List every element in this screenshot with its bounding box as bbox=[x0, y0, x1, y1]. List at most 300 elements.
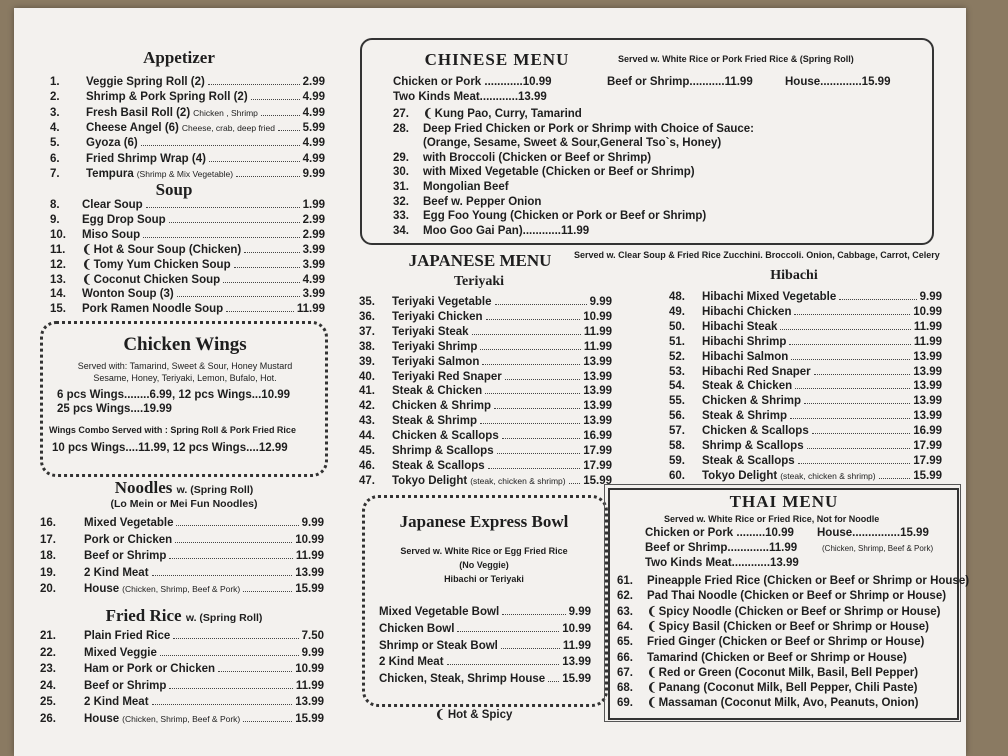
menu-item-row bbox=[359, 474, 612, 488]
item-price: 7.50 bbox=[301, 630, 324, 642]
item-name: Steak & Scallops bbox=[392, 459, 485, 472]
menu-item-row bbox=[359, 459, 612, 473]
menu-item-row bbox=[379, 672, 591, 686]
leader-dots bbox=[152, 704, 293, 705]
item-number: 49. bbox=[669, 305, 685, 318]
leader-dots bbox=[160, 655, 299, 656]
pepper-icon: ❨ bbox=[423, 108, 433, 120]
menu-page bbox=[14, 8, 970, 756]
item-number: 30. bbox=[393, 166, 409, 179]
leader-dots bbox=[173, 638, 298, 639]
leader-dots bbox=[486, 319, 581, 320]
item-price: 13.99 bbox=[583, 355, 612, 368]
item-number: 21. bbox=[40, 630, 56, 642]
item-price: 10.99 bbox=[295, 663, 324, 676]
item-number: 14. bbox=[50, 288, 66, 301]
item-name: Teriyaki Red Snaper bbox=[392, 370, 502, 383]
item-number: 58. bbox=[669, 440, 685, 452]
menu-item-row bbox=[669, 335, 942, 349]
pepper-icon: ❨ bbox=[435, 709, 445, 721]
menu-item-row bbox=[40, 533, 324, 547]
menu-item-row bbox=[50, 258, 325, 272]
leader-dots bbox=[807, 448, 911, 449]
item-number: 51. bbox=[669, 335, 685, 348]
leader-dots bbox=[502, 438, 580, 439]
item-name: Beef or Shrimp bbox=[84, 679, 167, 692]
item-number: 64. bbox=[617, 620, 633, 633]
menu-item-row bbox=[50, 213, 325, 227]
menu-item-row bbox=[50, 152, 325, 166]
menu-item-row bbox=[393, 122, 754, 136]
item-price: 11.99 bbox=[295, 679, 324, 692]
item-number: 11. bbox=[50, 243, 66, 256]
leader-dots bbox=[251, 99, 300, 100]
leader-dots bbox=[482, 364, 580, 365]
item-number: 53. bbox=[669, 365, 685, 378]
leader-dots bbox=[169, 558, 292, 559]
item-price: 3.99 bbox=[302, 243, 325, 256]
item-text: Pineapple Fried Rice (Chicken or Beef or Shrimp or House) bbox=[647, 575, 970, 587]
pepper-icon: ❨ bbox=[82, 273, 92, 286]
item-price: 13.99 bbox=[583, 385, 612, 398]
leader-dots bbox=[812, 433, 910, 434]
item-price: 15.99 bbox=[562, 673, 591, 686]
pepper-icon: ❨ bbox=[647, 666, 657, 679]
item-name: Teriyaki Steak bbox=[392, 325, 469, 338]
menu-item-row bbox=[359, 325, 612, 339]
item-number: 48. bbox=[669, 291, 685, 303]
item-price: 10.99 bbox=[913, 305, 942, 318]
item-note: (steak, chicken & shrimp) bbox=[780, 470, 876, 481]
item-price: 2.99 bbox=[302, 228, 325, 241]
menu-item-row bbox=[50, 106, 325, 120]
menu-item-row bbox=[40, 712, 324, 726]
chinese-price-house: House.............15.99 bbox=[785, 76, 891, 88]
item-number: 46. bbox=[359, 459, 375, 472]
menu-item-row bbox=[669, 365, 942, 379]
item-name: Shrimp or Steak Bowl bbox=[379, 639, 498, 652]
wings-sauces-line1: Served with: Tamarind, Sweet & Sour, Honey Mustard bbox=[77, 361, 293, 371]
item-name: 2 Kind Meat bbox=[379, 656, 444, 669]
item-name: Hibachi Chicken bbox=[702, 305, 792, 318]
menu-item-row bbox=[669, 320, 942, 334]
item-name: Teriyaki Salmon bbox=[392, 355, 480, 368]
menu-item-row bbox=[379, 605, 591, 619]
menu-item-row bbox=[393, 107, 582, 121]
leader-dots bbox=[839, 299, 916, 300]
leader-dots bbox=[804, 403, 910, 404]
menu-item-row bbox=[669, 290, 942, 304]
menu-item-row bbox=[359, 340, 612, 354]
item-number: 2. bbox=[50, 91, 60, 104]
thai-price-house: House...............15.99 bbox=[817, 527, 929, 539]
item-number: 19. bbox=[40, 566, 56, 579]
item-price: 11.99 bbox=[295, 550, 324, 563]
item-price: 15.99 bbox=[913, 469, 942, 482]
leader-dots bbox=[480, 349, 580, 350]
item-number: 60. bbox=[669, 469, 685, 482]
menu-item-row bbox=[50, 121, 325, 135]
leader-dots bbox=[480, 423, 580, 424]
noodles-title-suffix: w. (Spring Roll) bbox=[176, 484, 254, 496]
menu-item-row bbox=[359, 295, 612, 309]
item-price: 17.99 bbox=[913, 440, 942, 452]
item-name: Ham or Pork or Chicken bbox=[84, 663, 216, 676]
item-price: 15.99 bbox=[583, 474, 612, 487]
item-number: 32. bbox=[393, 195, 409, 208]
leader-dots bbox=[176, 525, 298, 526]
item-number: 8. bbox=[50, 199, 60, 211]
leader-dots bbox=[790, 418, 910, 419]
menu-item-row bbox=[669, 409, 942, 423]
leader-dots bbox=[169, 222, 300, 223]
item-number: 3. bbox=[50, 106, 60, 119]
leader-dots bbox=[795, 388, 910, 389]
item-number: 37. bbox=[359, 325, 375, 338]
item-name: Tomy Yum Chicken Soup bbox=[93, 258, 231, 271]
menu-item-row bbox=[40, 549, 324, 563]
menu-item-row bbox=[393, 165, 695, 179]
item-price: 1.99 bbox=[302, 199, 325, 211]
item-number: 65. bbox=[617, 636, 633, 649]
menu-item-row bbox=[50, 243, 325, 257]
item-number: 45. bbox=[359, 445, 375, 457]
item-number: 66. bbox=[617, 651, 633, 664]
fried-rice-title: Fried Rice bbox=[105, 606, 182, 625]
item-text: Red or Green (Coconut Milk, Basil, Bell Pepper) bbox=[658, 666, 919, 679]
hibachi-heading: Hibachi bbox=[770, 268, 818, 283]
item-price: 9.99 bbox=[919, 291, 942, 303]
item-price: 15.99 bbox=[295, 583, 324, 596]
item-name: Mixed Vegetable bbox=[84, 517, 174, 529]
item-price: 9.99 bbox=[302, 167, 325, 180]
item-name: Hibachi Shrimp bbox=[702, 335, 787, 348]
item-price: 4.99 bbox=[302, 137, 325, 150]
item-name: Hibachi Steak bbox=[702, 320, 778, 333]
leader-dots bbox=[223, 282, 299, 283]
item-name: Steak & Shrimp bbox=[392, 415, 477, 428]
menu-item-row bbox=[617, 666, 918, 680]
item-text: Beef w. Pepper Onion bbox=[423, 195, 542, 208]
leader-dots bbox=[226, 311, 294, 312]
menu-item-row bbox=[50, 90, 325, 104]
wings-price-line1: 6 pcs Wings........6.99, 12 pcs Wings...10.99 bbox=[57, 389, 291, 401]
leader-dots bbox=[143, 237, 299, 238]
leader-dots bbox=[569, 483, 581, 484]
item-number: 62. bbox=[617, 590, 633, 603]
menu-item-row bbox=[393, 224, 589, 238]
menu-item-row bbox=[50, 287, 325, 301]
menu-item-row bbox=[669, 379, 942, 393]
item-name: Pork or Chicken bbox=[84, 533, 173, 546]
item-number: 34. bbox=[393, 224, 409, 237]
fried-rice-title-suffix: w. (Spring Roll) bbox=[185, 612, 263, 624]
menu-item-row bbox=[379, 639, 591, 653]
item-note: Chicken , Shrimp bbox=[193, 107, 258, 118]
item-text: Pad Thai Noodle (Chicken or Beef or Shrimp or House) bbox=[647, 590, 947, 603]
pepper-icon: ❨ bbox=[647, 697, 657, 710]
item-number: 38. bbox=[359, 340, 375, 353]
menu-item-row bbox=[359, 310, 612, 324]
item-text: Tamarind (Chicken or Beef or Shrimp or House) bbox=[647, 651, 907, 664]
chinese-served-note: Served w. White Rice or Pork Fried Rice & (Spring Roll) bbox=[618, 54, 854, 64]
item-name: Chicken & Scallops bbox=[702, 425, 809, 438]
japanese-served-note: Served w. Clear Soup & Fried Rice Zucchini. Broccoli. Onion, Cabbage, Carrot, Celery bbox=[574, 250, 940, 260]
item-name: 2 Kind Meat bbox=[84, 696, 149, 709]
item-text: Mongolian Beef bbox=[423, 181, 509, 193]
item-name: 2 Kind Meat bbox=[84, 566, 149, 579]
noodles-subtitle: (Lo Mein or Mei Fun Noodles) bbox=[110, 498, 258, 510]
item-price: 13.99 bbox=[295, 696, 324, 709]
item-price: 4.99 bbox=[302, 152, 325, 165]
item-note: (Chicken, Shrimp, Beef & Pork) bbox=[122, 714, 241, 724]
leader-dots bbox=[548, 681, 559, 682]
chinese-price-chicken-pork: Chicken or Pork ............10.99 bbox=[393, 76, 552, 88]
item-number: 50. bbox=[669, 320, 685, 333]
item-price: 9.99 bbox=[301, 646, 324, 659]
item-name: Chicken & Shrimp bbox=[392, 400, 492, 413]
item-name: Chicken & Scallops bbox=[392, 430, 499, 443]
item-text: Deep Fried Chicken or Pork or Shrimp with Choice of Sauce: bbox=[423, 122, 755, 135]
item-number: 47. bbox=[359, 474, 375, 487]
item-price: 10.99 bbox=[562, 622, 591, 635]
leader-dots bbox=[494, 408, 580, 409]
leader-dots bbox=[505, 379, 580, 380]
item-name: Clear Soup bbox=[82, 199, 143, 211]
item-name: Wonton Soup (3) bbox=[82, 288, 174, 301]
pepper-icon: ❨ bbox=[647, 620, 657, 633]
item-name: Shrimp & Scallops bbox=[392, 445, 494, 457]
menu-item-row bbox=[40, 662, 324, 676]
item-price: 11.99 bbox=[913, 320, 942, 333]
express-served-line3: Hibachi or Teriyaki bbox=[444, 574, 524, 584]
menu-item-row bbox=[669, 350, 942, 364]
chinese-price-two-kinds: Two Kinds Meat............13.99 bbox=[393, 91, 547, 103]
item-text: Spicy Noodle (Chicken or Beef or Shrimp or House) bbox=[658, 605, 941, 618]
item-number: 16. bbox=[40, 517, 56, 529]
item-name: Shrimp & Scallops bbox=[702, 440, 804, 452]
menu-item-row bbox=[393, 195, 541, 209]
menu-item-row bbox=[617, 589, 946, 603]
leader-dots bbox=[278, 130, 300, 131]
menu-item-row bbox=[359, 429, 612, 443]
item-price: 13.99 bbox=[562, 656, 591, 669]
leader-dots bbox=[814, 374, 911, 375]
wings-combo-prices: 10 pcs Wings....11.99, 12 pcs Wings....12.99 bbox=[52, 442, 288, 454]
item-name: Chicken & Shrimp bbox=[702, 395, 802, 408]
item-name: Steak & Scallops bbox=[702, 454, 795, 467]
item-price: 4.99 bbox=[302, 106, 325, 119]
item-number: 15. bbox=[50, 303, 66, 316]
item-note: Cheese, crab, deep fried bbox=[181, 122, 275, 133]
thai-house-note: (Chicken, Shrimp, Beef & Pork) bbox=[822, 544, 934, 553]
item-number: 68. bbox=[617, 682, 633, 695]
item-price: 15.99 bbox=[295, 713, 324, 725]
thai-price-chicken-pork: Chicken or Pork .........10.99 bbox=[645, 527, 794, 539]
item-price: 11.99 bbox=[583, 340, 612, 353]
menu-item-row bbox=[40, 679, 324, 693]
item-text: Fried Ginger (Chicken or Beef or Shrimp or House) bbox=[647, 636, 925, 649]
fried-rice-heading bbox=[34, 606, 334, 626]
leader-dots bbox=[146, 207, 300, 208]
item-number: 52. bbox=[669, 350, 685, 363]
item-name: Tempura bbox=[86, 167, 134, 180]
item-name: Tokyo Delight bbox=[392, 474, 468, 487]
item-price: 3.99 bbox=[302, 258, 325, 271]
leader-dots bbox=[218, 671, 292, 672]
item-name: Plain Fried Rice bbox=[84, 630, 171, 642]
item-price: 10.99 bbox=[295, 533, 324, 546]
item-number: 41. bbox=[359, 385, 375, 398]
express-served-line2: (No Veggie) bbox=[459, 560, 509, 570]
item-text: with Mixed Vegetable (Chicken or Beef or Shrimp) bbox=[423, 166, 695, 179]
menu-item-row bbox=[617, 635, 924, 649]
pepper-icon: ❨ bbox=[82, 258, 92, 271]
item-price: 17.99 bbox=[583, 459, 612, 472]
leader-dots bbox=[236, 176, 300, 177]
item-text: Moo Goo Gai Pan)............11.99 bbox=[423, 224, 590, 237]
menu-item-row bbox=[379, 655, 591, 669]
item-text: Panang (Coconut Milk, Bell Pepper, Chili Paste) bbox=[658, 682, 918, 695]
menu-item-row bbox=[50, 273, 325, 287]
leader-dots bbox=[261, 115, 300, 116]
menu-item-row bbox=[40, 566, 324, 580]
item-number: 57. bbox=[669, 425, 685, 438]
leader-dots bbox=[169, 688, 292, 689]
item-number: 13. bbox=[50, 273, 66, 286]
item-number: 69. bbox=[617, 697, 633, 710]
item-name: Tokyo Delight bbox=[702, 469, 778, 482]
item-price: 9.99 bbox=[568, 606, 591, 618]
menu-item-row bbox=[669, 454, 942, 468]
chicken-wings-heading: Chicken Wings bbox=[123, 334, 247, 355]
item-price: 2.99 bbox=[302, 76, 325, 88]
item-number: 44. bbox=[359, 430, 375, 443]
item-number: 12. bbox=[50, 258, 66, 271]
item-number: 25. bbox=[40, 696, 56, 709]
item-price: 13.99 bbox=[913, 380, 942, 393]
item-name: Steak & Chicken bbox=[392, 385, 483, 398]
item-name: Miso Soup bbox=[82, 228, 141, 241]
menu-item-row bbox=[359, 384, 612, 398]
leader-dots bbox=[175, 542, 292, 543]
menu-item-row bbox=[669, 439, 942, 453]
hot-spicy-label: Hot & Spicy bbox=[447, 709, 513, 721]
item-price: 4.99 bbox=[302, 273, 325, 286]
item-name: Steak & Chicken bbox=[702, 380, 793, 393]
item-name: Chicken, Steak, Shrimp House bbox=[379, 673, 546, 686]
leader-dots bbox=[794, 314, 910, 315]
menu-item-row bbox=[359, 370, 612, 384]
item-name: Mixed Veggie bbox=[84, 646, 157, 659]
item-name: Coconut Chicken Soup bbox=[93, 273, 221, 286]
leader-dots bbox=[141, 145, 300, 146]
soup-heading: Soup bbox=[155, 180, 193, 199]
pepper-icon: ❨ bbox=[647, 605, 657, 618]
item-name: Steak & Shrimp bbox=[702, 410, 787, 423]
item-note: (Shrimp & Mix Vegetable) bbox=[136, 168, 234, 179]
item-price: 13.99 bbox=[913, 395, 942, 408]
menu-item-row bbox=[50, 198, 325, 212]
leader-dots bbox=[472, 334, 581, 335]
menu-item-row bbox=[40, 582, 324, 596]
item-number: 28. bbox=[393, 122, 409, 135]
noodles-heading bbox=[34, 478, 334, 498]
leader-dots bbox=[244, 252, 299, 253]
item-name: Pork Ramen Noodle Soup bbox=[82, 303, 224, 316]
item-number: 61. bbox=[617, 575, 633, 587]
leader-dots bbox=[780, 329, 910, 330]
item-number: 27. bbox=[393, 108, 409, 120]
leader-dots bbox=[152, 575, 293, 576]
menu-item-row bbox=[617, 651, 907, 665]
menu-item-row bbox=[617, 620, 929, 634]
leader-dots bbox=[501, 648, 560, 649]
item-number: 31. bbox=[393, 181, 409, 193]
chinese-menu-heading: CHINESE MENU bbox=[424, 50, 570, 69]
item-name: Hot & Sour Soup (Chicken) bbox=[93, 243, 242, 256]
leader-dots bbox=[209, 161, 300, 162]
leader-dots bbox=[177, 296, 300, 297]
leader-dots bbox=[791, 359, 910, 360]
item-text: Massaman (Coconut Milk, Avo, Peanuts, Onion) bbox=[658, 697, 919, 710]
leader-dots bbox=[485, 393, 580, 394]
hot-spicy-legend bbox=[435, 707, 512, 721]
item-name: Hibachi Salmon bbox=[702, 350, 789, 363]
item-price: 11.99 bbox=[296, 303, 325, 316]
menu-item-row bbox=[50, 75, 325, 89]
item-name: Egg Drop Soup bbox=[82, 213, 166, 226]
leader-dots bbox=[798, 463, 911, 464]
item-number: 63. bbox=[617, 605, 633, 618]
item-number: 29. bbox=[393, 151, 409, 164]
menu-item-row bbox=[40, 695, 324, 709]
item-price: 2.99 bbox=[302, 213, 325, 226]
menu-item-row bbox=[40, 629, 324, 643]
item-note: (steak, chicken & shrimp) bbox=[470, 475, 566, 486]
item-number: 35. bbox=[359, 296, 375, 308]
item-number: 18. bbox=[40, 550, 56, 563]
item-number: 33. bbox=[393, 210, 409, 223]
item-price: 17.99 bbox=[583, 445, 612, 457]
menu-item-row bbox=[393, 180, 509, 194]
menu-item-row bbox=[40, 646, 324, 660]
menu-item-row bbox=[669, 469, 942, 483]
leader-dots bbox=[447, 664, 560, 665]
item-name: Hibachi Mixed Vegetable bbox=[702, 291, 837, 303]
item-price: 11.99 bbox=[562, 639, 591, 652]
item-number: 23. bbox=[40, 663, 56, 676]
item-name: Shrimp & Pork Spring Roll (2) bbox=[86, 91, 248, 104]
item-price: 3.99 bbox=[302, 288, 325, 301]
menu-item-row bbox=[50, 228, 325, 242]
menu-item-row bbox=[617, 696, 919, 710]
item-name: Fried Shrimp Wrap (4) bbox=[86, 152, 206, 165]
item-number: 26. bbox=[40, 713, 56, 725]
item-name: Gyoza (6) bbox=[86, 137, 138, 150]
pepper-icon: ❨ bbox=[647, 682, 657, 695]
item-number: 67. bbox=[617, 666, 633, 679]
leader-dots bbox=[789, 344, 910, 345]
item-number: 4. bbox=[50, 121, 60, 134]
item-price: 17.99 bbox=[913, 454, 942, 467]
item-name: Cheese Angel (6) bbox=[86, 121, 179, 134]
teriyaki-heading: Teriyaki bbox=[453, 274, 505, 289]
item-text: (Orange, Sesame, Sweet & Sour,General Tso`s, Honey) bbox=[423, 137, 722, 150]
item-price: 13.99 bbox=[913, 410, 942, 423]
item-price: 4.99 bbox=[302, 91, 325, 104]
leader-dots bbox=[243, 721, 292, 722]
